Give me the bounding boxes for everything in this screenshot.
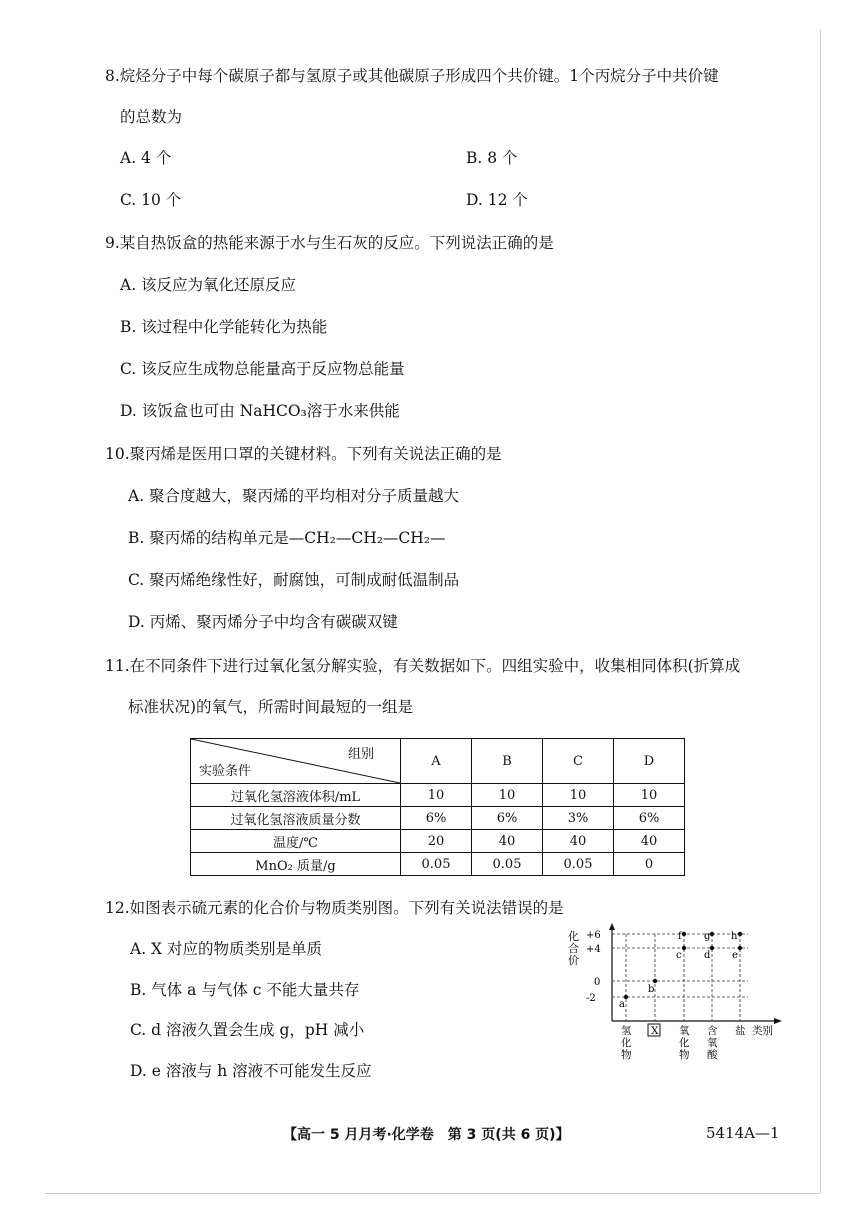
table-cell: 6% [401,807,472,830]
q12-option-b: B. 气体 a 与气体 c 不能大量共存 [130,981,360,999]
row-label: MnO₂ 质量/g [191,853,401,876]
point-g [710,932,714,936]
y-tick-label: +4 [586,944,601,955]
table-cell: 0.05 [543,853,614,876]
row-label: 过氧化氢溶液质量分数 [191,807,401,830]
table-row [191,830,685,853]
table-cell: 40 [614,830,685,853]
y-tick-label: -2 [586,993,596,1004]
point-e [738,946,742,950]
grid-lines [612,934,748,1021]
category-char: 物 [679,1049,690,1061]
corner-top-label: 组别 [347,747,374,762]
point-c [682,946,686,950]
category-char: 化 [621,1037,632,1049]
point-label: h [731,931,738,942]
group-header: C [543,739,614,784]
group-header: D [614,739,685,784]
x-axis-label: 类别 [752,1025,773,1037]
table-cell: 40 [543,830,614,853]
category-char: 化 [679,1037,690,1049]
corner-bottom-label: 实验条件 [199,764,252,779]
q10-option-c: C. 聚丙烯绝缘性好，耐腐蚀，可制成耐低温制品 [128,571,460,589]
category-x: X [651,1025,659,1037]
table-row [191,807,685,830]
point-label: f [678,931,682,942]
page-bottom-border [45,1193,820,1194]
q12-option-d: D. e 溶液与 h 溶液不可能发生反应 [130,1062,372,1080]
table-cell: 6% [472,807,543,830]
table-cell: 40 [472,830,543,853]
page-footer-title: 【高一 5 月月考·化学卷 第 3 页(共 6 页)】 [283,1127,570,1143]
y-axis-label-char: 合 [568,942,579,955]
q8-stem-line1: 8.烷烃分子中每个碳原子都与氢原子或其他碳原子形成四个共价键。1个丙烷分子中共价键 [105,67,719,85]
group-header: A [401,739,472,784]
category-char: 含 [707,1025,718,1037]
table-cell: 10 [614,784,685,807]
q12-option-a: A. X 对应的物质类别是单质 [130,940,323,958]
table-cell: 6% [614,807,685,830]
y-axis-arrow-icon [609,923,615,930]
point-label: g [704,931,711,942]
category-char: 酸 [707,1049,718,1061]
q9-option-c: C. 该反应生成物总能量高于反应物总能量 [120,360,405,378]
q12-stem: 12.如图表示硫元素的化合价与物质类别图。下列有关说法错误的是 [105,899,564,917]
q10-stem: 10.聚丙烯是医用口罩的关键材料。下列有关说法正确的是 [105,445,502,463]
table-row [191,784,685,807]
table-cell: 3% [543,807,614,830]
point-labels [619,931,738,1010]
point-f [682,932,686,936]
table-row [191,853,685,876]
sulfur-valence-graph [558,918,788,1063]
point-label: b [648,984,655,995]
category-char: 氧 [707,1037,718,1049]
table-corner-cell [191,739,401,784]
q9-stem: 9.某自热饭盒的热能来源于水与生石灰的反应。下列说法正确的是 [105,234,554,252]
q9-option-d: D. 该饭盒也可由 NaHCO₃溶于水来供能 [120,402,400,420]
category-char: 物 [621,1049,632,1061]
table-cell: 10 [543,784,614,807]
point-label: d [704,950,711,961]
point-label: c [676,950,682,961]
q10-option-b: B. 聚丙烯的结构单元是—CH₂—CH₂—CH₂— [128,529,446,547]
q9-option-b: B. 该过程中化学能转化为热能 [120,318,328,336]
table-cell: 0 [614,853,685,876]
q9-option-a: A. 该反应为氧化还原反应 [120,276,297,294]
point-d [710,946,714,950]
row-label: 温度/℃ [191,830,401,853]
q8-option-c: C. 10 个 [120,191,182,209]
group-header: B [472,739,543,784]
category-char: 氧 [679,1025,690,1037]
q12-option-c: C. d 溶液久置会生成 g，pH 减小 [130,1021,365,1039]
q11-stem-line2: 标准状况)的氧气，所需时间最短的一组是 [128,698,414,716]
experiment-table [190,738,685,876]
table-cell: 0.05 [472,853,543,876]
table-header-row [191,739,685,784]
y-axis-label-char: 化 [568,930,579,943]
row-label: 过氧化氢溶液体积/mL [191,784,401,807]
q10-option-a: A. 聚合度越大，聚丙烯的平均相对分子质量越大 [128,487,460,505]
category-char: 氢 [621,1025,632,1037]
x-axis-arrow-icon [774,1018,782,1024]
category-labels [621,1024,773,1061]
q8-option-a: A. 4 个 [120,149,172,167]
point-label: a [619,999,625,1010]
q10-option-d: D. 丙烯、聚丙烯分子中均含有碳碳双键 [128,613,398,631]
page-footer-code: 5414A—1 [706,1124,780,1142]
point-label: e [732,950,738,961]
point-b [653,979,657,983]
y-axis-label-char: 价 [568,954,579,967]
point-h [738,932,742,936]
page-right-border [820,30,821,1193]
q11-stem-line1: 11.在不同条件下进行过氧化氢分解实验，有关数据如下。四组实验中，收集相同体积(折算成 [105,657,741,675]
table-cell: 20 [401,830,472,853]
q8-option-b: B. 8 个 [466,149,518,167]
table-cell: 10 [401,784,472,807]
y-tick-label: +6 [586,930,601,941]
q8-option-d: D. 12 个 [466,191,528,209]
q8-stem-line2: 的总数为 [120,108,183,126]
category-salt: 盐 [735,1025,746,1037]
table-cell: 10 [472,784,543,807]
table-cell: 0.05 [401,853,472,876]
y-tick-label: 0 [594,977,601,988]
data-points [624,932,742,999]
